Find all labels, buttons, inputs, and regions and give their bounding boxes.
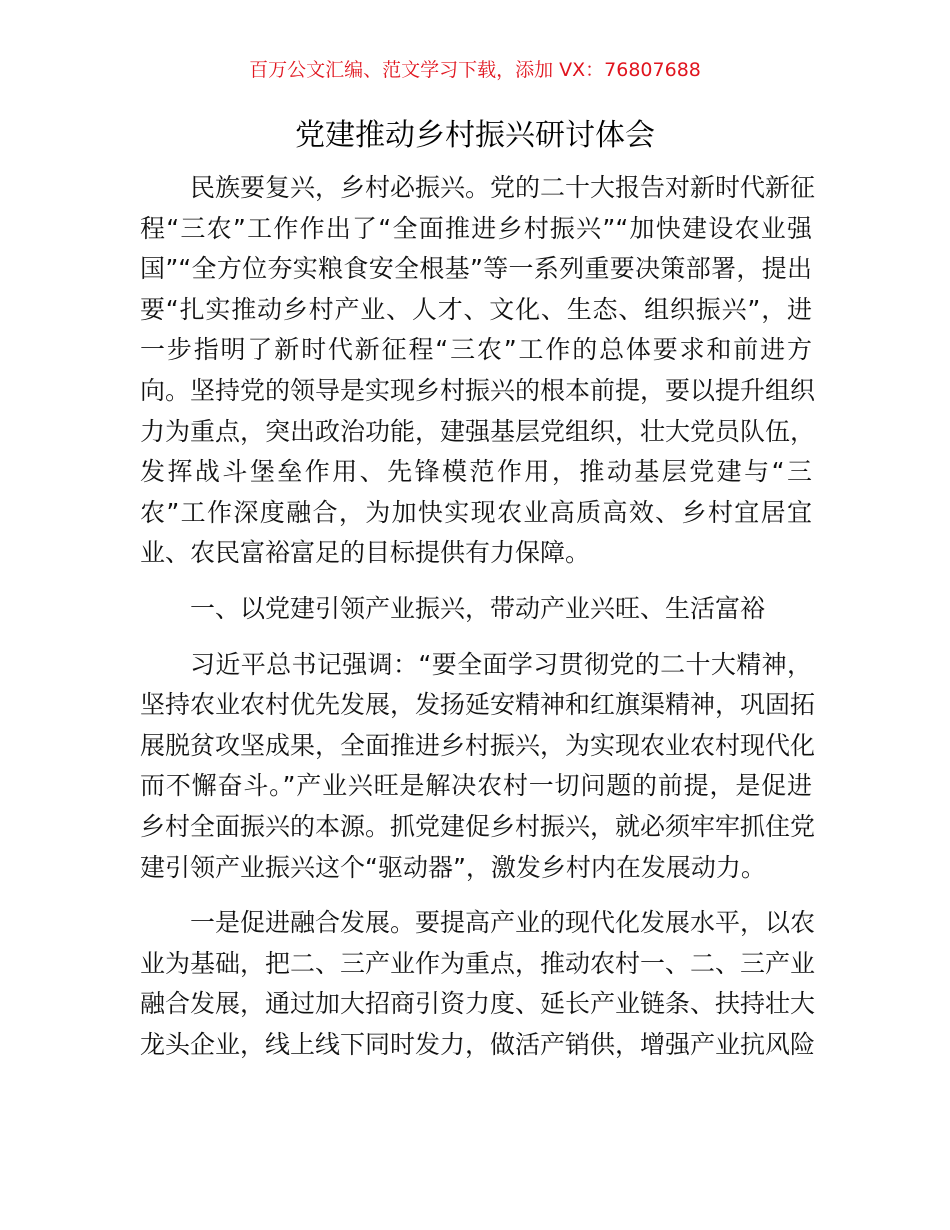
section-heading xyxy=(140,589,812,630)
text-line: 习近平总书记强调：“要全面学习贯彻党的二十大精神， xyxy=(190,649,812,679)
text-line: 展脱贫攻坚成果，全面推进乡村振兴，为实现农业农村现代化 xyxy=(140,730,816,760)
text-line: 业、农民富裕富足的目标提供有力保障。 xyxy=(140,538,591,568)
text-line: 发挥战斗堡垒作用、先锋模范作用，推动基层党建与“三 xyxy=(140,457,812,487)
document-title: 党建推动乡村振兴研讨体会 xyxy=(295,118,655,153)
document-body xyxy=(140,168,816,1080)
text-line: 一是促进融合发展。要提高产业的现代化发展水平，以农 xyxy=(190,908,816,938)
text-line: 向。坚持党的领导是实现乡村振兴的根本前提，要以提升组织 xyxy=(140,375,816,405)
text-line: 力为重点，突出政治功能，建强基层党组织，壮大党员队伍， xyxy=(140,416,816,446)
text-line: 农”工作深度融合，为加快实现农业高质高效、乡村宜居宜 xyxy=(140,497,812,527)
text-line: 坚持农业农村优先发展，发扬延安精神和红旗渠精神，巩固拓 xyxy=(140,690,816,720)
paragraph xyxy=(140,645,816,889)
text-line: 而不懈奋斗。”产业兴旺是解决农村一切问题的前提，是促进 xyxy=(140,771,812,801)
paragraph xyxy=(140,903,816,1065)
paragraph xyxy=(140,168,816,574)
text-line: 龙头企业，线上线下同时发力，做活产销供，增强产业抗风险 xyxy=(140,1029,816,1059)
text-line: 程“三农”工作作出了“全面推进乡村振兴”“加快建设农业强 xyxy=(140,213,812,243)
text-line: 一步指明了新时代新征程“三农”工作的总体要求和前进方 xyxy=(140,335,812,365)
text-line: 要“扎实推动乡村产业、人才、文化、生态、组织振兴”，进 xyxy=(140,294,812,324)
text-line: 建引领产业振兴这个“驱动器”，激发乡村内在发展动力。 xyxy=(140,852,766,882)
watermark-header: 百万公文汇编、范文学习下载，添加 VX：76807688 xyxy=(249,59,701,81)
text-line: 国”“全方位夯实粮食安全根基”等一系列重要决策部署，提出 xyxy=(140,254,812,284)
text-line: 业为基础，把二、三产业作为重点，推动农村一、二、三产业 xyxy=(140,948,816,978)
text-line: 民族要复兴，乡村必振兴。党的二十大报告对新时代新征 xyxy=(190,173,816,202)
text-line: 融合发展，通过加大招商引资力度、延长产业链条、扶持壮大 xyxy=(140,989,816,1019)
text-line: 乡村全面振兴的本源。抓党建促乡村振兴，就必须牢牢抓住党 xyxy=(140,811,816,841)
text-line: 一、以党建引领产业振兴，带动产业兴旺、生活富裕 xyxy=(190,593,766,623)
